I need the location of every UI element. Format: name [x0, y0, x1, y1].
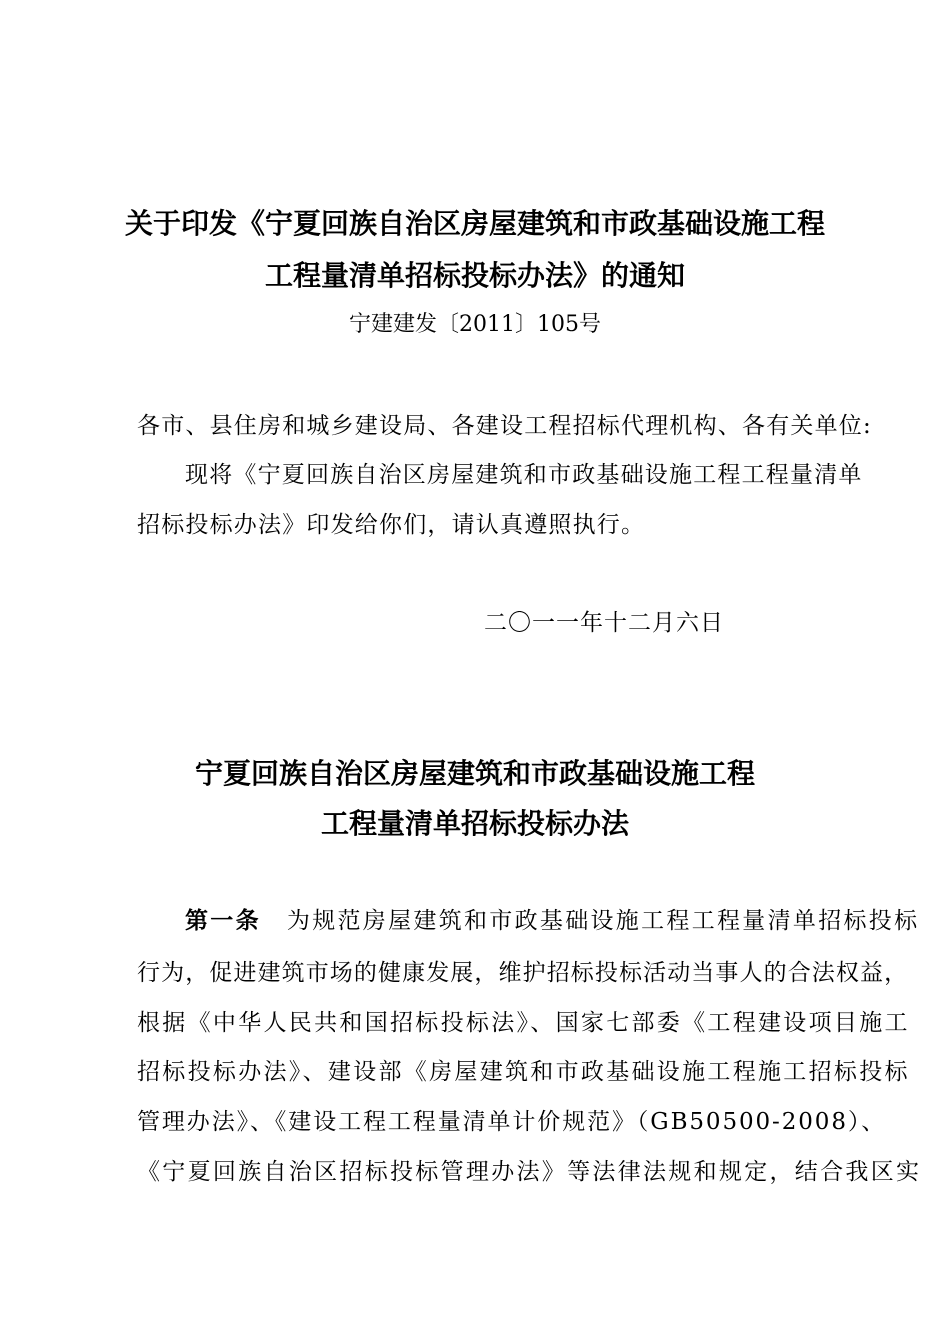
notice-body-line-2: 招标投标办法》印发给你们，请认真遵照执行。 — [137, 512, 646, 538]
article-1-line-4: 招标投标办法》、建设部《房屋建筑和市政基础设施工程施工招标投标 — [137, 1059, 910, 1085]
measures-title-line-2: 工程量清单招标投标办法 — [320, 807, 629, 840]
article-label: 第一条 — [185, 908, 261, 934]
article-1-line-1 — [185, 906, 919, 936]
notice-title-line-1: 关于印发《宁夏回族自治区房屋建筑和市政基础设施工程 — [124, 207, 825, 240]
article-1-text-1: 为规范房屋建筑和市政基础设施工程工程量清单招标投标 — [286, 908, 920, 934]
notice-date: 二〇一一年十二月六日 — [484, 610, 724, 636]
document-number: 宁建建发〔2011〕105号 — [349, 312, 601, 337]
article-1-line-2: 行为，促进建筑市场的健康发展，维护招标投标活动当事人的合法权益， — [137, 960, 909, 986]
article-1-line-5: 管理办法》、《建设工程工程量清单计价规范》（GB50500-2008）、 — [137, 1109, 887, 1135]
article-1-line-6: 《宁夏回族自治区招标投标管理办法》等法律法规和规定，结合我区实 — [137, 1159, 922, 1185]
article-1-line-3: 根据《中华人民共和国招标投标法》、国家七部委《工程建设项目施工 — [137, 1010, 910, 1036]
notice-title-line-2: 工程量清单招标投标办法》的通知 — [264, 259, 685, 292]
notice-body-line-1: 现将《宁夏回族自治区房屋建筑和市政基础设施工程工程量清单 — [185, 462, 863, 488]
addressee-line: 各市、县住房和城乡建设局、各建设工程招标代理机构、各有关单位: — [137, 413, 872, 439]
measures-title-line-1: 宁夏回族自治区房屋建筑和市政基础设施工程 — [194, 757, 755, 790]
